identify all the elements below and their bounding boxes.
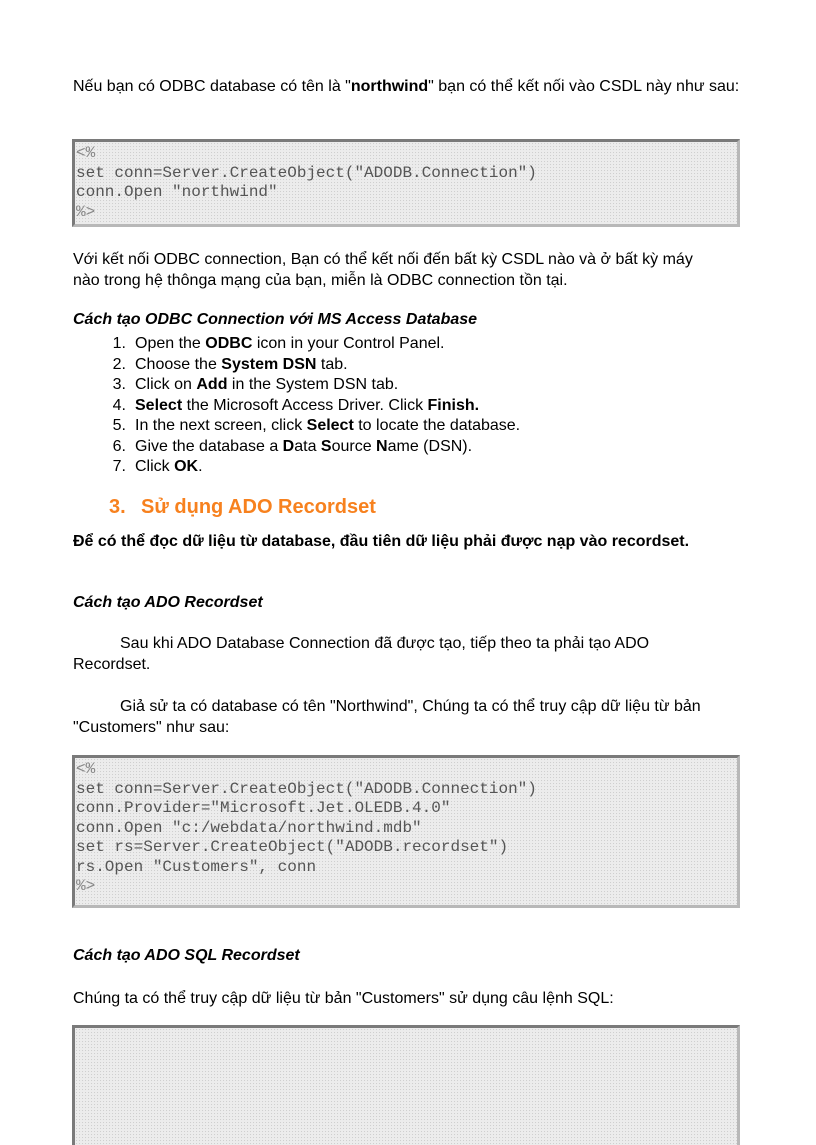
code-block-sql (72, 1025, 740, 1145)
code-line: conn.Open "northwind" (76, 183, 278, 201)
step-text (126, 457, 203, 478)
intro-text-post: " bạn có thể kết nối vào CSDL này như sau: (428, 78, 740, 95)
heading-odbc-connection: Cách tạo ODBC Connection với MS Access Database (73, 311, 478, 328)
step-number: 6. (112, 437, 126, 455)
step-item (73, 457, 673, 478)
step-item (73, 416, 673, 437)
intro-text-bold: northwind (350, 78, 429, 95)
step-text-bold: N (376, 437, 388, 455)
step-number: 5. (112, 417, 126, 434)
step-item (73, 437, 673, 458)
step-item (73, 334, 673, 355)
step-item (73, 375, 673, 396)
step-text-part: ource (331, 437, 377, 455)
paragraph-sql: Chúng ta có thể truy cập dữ liệu từ bản "Customers" sử dụng câu lệnh SQL: (73, 990, 614, 1007)
step-text (126, 355, 348, 376)
step-number: 2. (112, 355, 126, 373)
section-number: 3. (109, 496, 126, 518)
code-line: conn.Provider="Microsoft.Jet.OLEDB.4.0" (76, 799, 451, 817)
section-3-heading (109, 496, 376, 519)
step-number: 3. (112, 376, 126, 393)
step-text-bold: ODBC (205, 335, 253, 352)
step-number: 1. (112, 335, 126, 352)
recordset-intro-bold: Để có thể đọc dữ liệu từ database, đầu tiên dữ liệu phải được nạp vào recordset. (73, 533, 690, 550)
code-line: rs.Open "Customers", conn (76, 857, 317, 876)
code-line: %> (76, 877, 96, 895)
step-text-part: Click on (135, 376, 197, 393)
step-text-part: ata (294, 437, 321, 455)
code-line: <% (76, 144, 96, 162)
step-text (126, 375, 398, 396)
heading-ado-recordset: Cách tạo ADO Recordset (73, 594, 263, 611)
step-text-bold: OK (174, 458, 199, 475)
step-text-part: Click (135, 458, 175, 475)
paragraph-northwind: Giả sử ta có database có tên "Northwind", Chúng ta có thể truy cập dữ liệu từ bản "Customers" như sau: (73, 698, 701, 736)
step-text-bold: Finish. (427, 396, 480, 414)
intro-paragraph (73, 76, 745, 97)
code-block-recordset (72, 755, 740, 908)
odbc-steps-list (73, 334, 673, 478)
section-title: Sử dụng ADO Recordset (141, 496, 376, 518)
step-text-bold: Add (196, 376, 228, 393)
step-text-bold: Select (135, 396, 183, 414)
step-item (73, 396, 673, 417)
step-text (126, 396, 479, 417)
step-text-part: the Microsoft Access Driver. Click (182, 396, 428, 414)
code-line: %> (76, 202, 96, 221)
intro-text-pre: Nếu bạn có ODBC database có tên là " (73, 78, 351, 95)
heading-ado-sql-recordset: Cách tạo ADO SQL Recordset (73, 947, 300, 964)
step-text-part: in the System DSN tab. (227, 376, 399, 393)
step-text-part: to locate the database. (353, 417, 521, 434)
code-line: <% (76, 760, 96, 778)
code-line: set conn=Server.CreateObject("ADODB.Connection") (76, 779, 537, 798)
step-text (126, 416, 520, 437)
step-text-part: Open the (135, 335, 206, 352)
code-line: set rs=Server.CreateObject("ADODB.recordset") (76, 838, 509, 856)
step-text-part: . (198, 458, 203, 475)
step-text-part: tab. (316, 355, 348, 373)
step-text-bold: System DSN (221, 355, 317, 373)
step-text (126, 437, 472, 458)
step-text-bold: Select (306, 417, 354, 434)
code-block-odbc (72, 139, 740, 227)
step-text-bold: D (282, 437, 295, 455)
step-text-part: In the next screen, click (135, 417, 307, 434)
step-text-bold: S (320, 437, 332, 455)
step-text-part: Choose the (135, 355, 222, 373)
step-text-part: Give the database a (135, 437, 283, 455)
code-line: conn.Open "c:/webdata/northwind.mdb" (76, 818, 422, 837)
code-line: set conn=Server.CreateObject("ADODB.Connection") (76, 163, 537, 182)
step-number: 7. (112, 458, 126, 475)
step-text-part: ame (DSN). (387, 437, 473, 455)
odbc-paragraph: Với kết nối ODBC connection, Bạn có thể kết nối đến bất kỳ CSDL nào và ở bất kỳ máy nào trong hệ thônga mạng của bạn, miễn là ODBC connection tồn tại. (73, 251, 693, 289)
paragraph-after-connection: Sau khi ADO Database Connection đã được tạo, tiếp theo ta phải tạo ADO Recordset. (73, 635, 650, 673)
step-text (126, 334, 445, 355)
step-item (73, 355, 673, 376)
step-number: 4. (112, 396, 126, 414)
step-text-part: icon in your Control Panel. (252, 335, 445, 352)
